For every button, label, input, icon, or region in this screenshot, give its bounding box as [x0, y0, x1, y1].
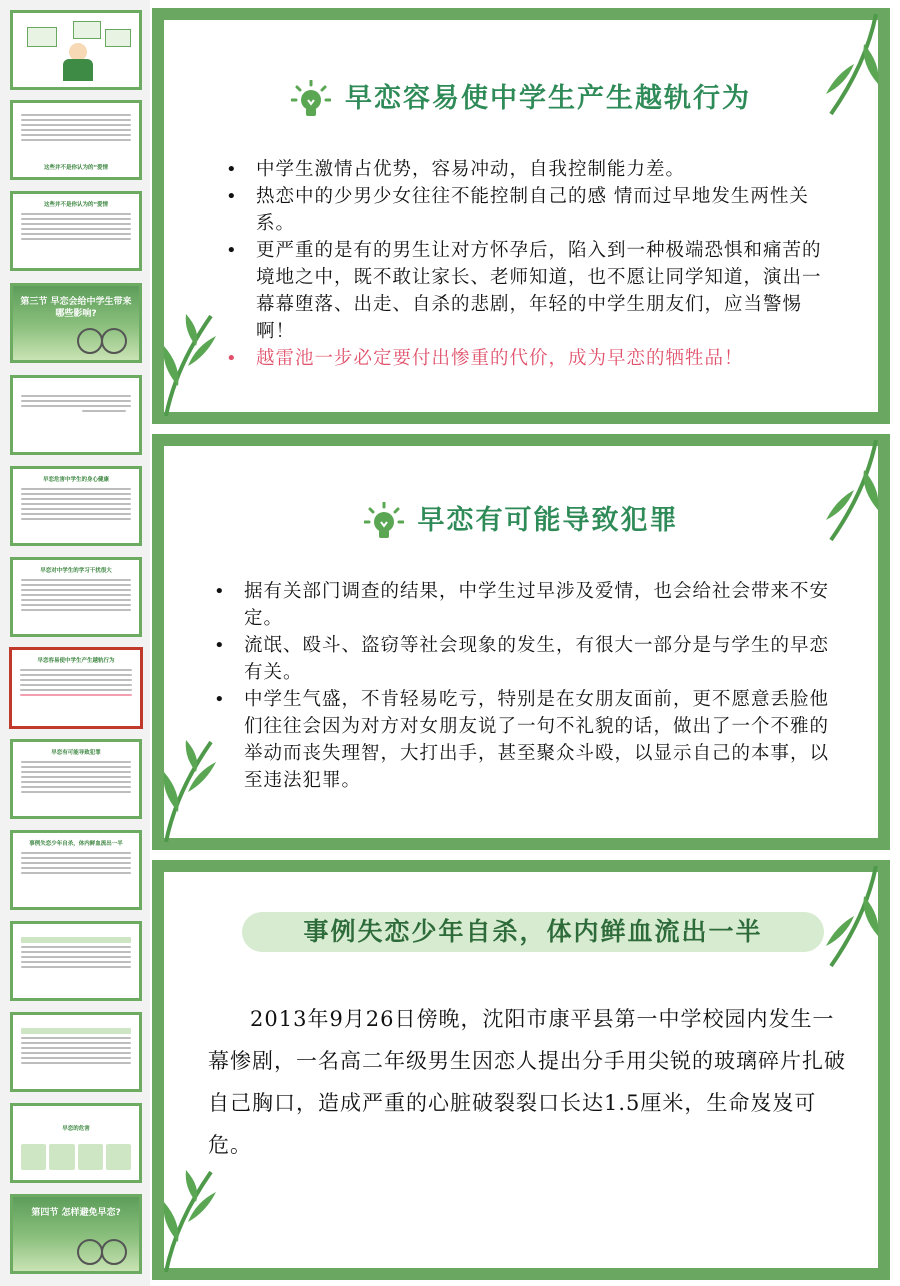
thumbnail-title: 事例失恋少年自杀，体内鲜血流出一半 [29, 841, 123, 847]
thumbnail-title: 早恋对中学生的学习干扰很大 [40, 568, 112, 574]
thumbnail-title: 早恋有可能导致犯罪 [51, 750, 101, 756]
slide-thumbnail-panel [0, 0, 150, 1286]
slide-title [164, 76, 878, 120]
thumbnail-title: 第三节 早恋会给中学生带来哪些影响? [20, 297, 132, 319]
thumbnail-9[interactable] [10, 739, 142, 819]
thumbnail-12[interactable] [10, 1012, 142, 1092]
thumbnail-11[interactable] [10, 921, 142, 1001]
slide-3 [152, 860, 890, 1280]
speech-bubble [105, 29, 131, 47]
thumbnail-title: 这些并不是你认为的“爱情 [43, 165, 109, 171]
slide-title [164, 498, 878, 542]
bullet-item: • 更严重的是有的男生让对方怀孕后，陷入到一种极端恐惧和痛苦的境地之中，既不敢让家长、老师知道，也不愿让同学知道，演出一幕幕堕落、出走、自杀的悲剧，年轻的中学生朋友们，应当警惕啊！ [226, 237, 826, 345]
bicycle-wheel-icon [101, 328, 127, 354]
thumbnail-13[interactable] [10, 1103, 142, 1183]
speech-bubble [27, 27, 57, 47]
bullet-item-highlight: • 越雷池一步必定要付出惨重的代价，成为早恋的牺牲品！ [226, 345, 826, 372]
thumbnail-2[interactable] [10, 100, 142, 180]
bullet-list [214, 578, 834, 794]
slide-1 [152, 8, 890, 424]
bullet-item: • 流氓、殴斗、盗窃等社会现象的发生，有很大一部分是与学生的早恋有关。 [214, 632, 834, 686]
leaf-decoration-icon [816, 866, 886, 976]
thumbnail-14[interactable] [10, 1194, 142, 1274]
slide-2 [152, 434, 890, 850]
thumbnail-title: 第四节 怎样避免早恋? [31, 1208, 121, 1218]
thumbnail-title: 早恋的危害 [62, 1126, 90, 1132]
bullet-item: • 中学生激情占优势，容易冲动，自我控制能力差。 [226, 156, 826, 183]
bicycle-wheel-icon [77, 328, 103, 354]
thumbnail-5[interactable] [10, 375, 142, 455]
leaf-decoration-icon [156, 306, 226, 416]
thumbnail-4[interactable] [10, 283, 142, 363]
slide-title-banner: 事例失恋少年自杀，体内鲜血流出一半 [242, 912, 824, 952]
thumbnail-title: 早恋容易使中学生产生越轨行为 [37, 658, 115, 664]
thumbnail-3[interactable] [10, 191, 142, 271]
bicycle-wheel-icon [101, 1239, 127, 1265]
speech-bubble [73, 21, 101, 39]
thumbnail-7[interactable] [10, 557, 142, 637]
slide-title-text: 早恋容易使中学生产生越轨行为 [345, 83, 751, 114]
bullet-list [226, 156, 826, 372]
thumbnail-6[interactable] [10, 466, 142, 546]
bullet-item: • 热恋中的少男少女往往不能控制自己的感 情而过早地发生两性关系。 [226, 183, 826, 237]
thumbnail-10[interactable] [10, 830, 142, 910]
lightbulb-icon [291, 80, 331, 120]
case-paragraph: 2013年9月26日傍晚，沈阳市康平县第一中学校园内发生一幕惨剧，一名高二年级男生因恋人提出分手用尖锐的玻璃碎片扎破自己胸口，造成严重的心脏破裂裂口长达1.5厘米，生命岌岌可危。 [208, 1007, 846, 1157]
leaf-decoration-icon [156, 1162, 226, 1272]
thumbnail-title: 这些并不是你认为的“爱情 [43, 202, 109, 208]
bicycle-wheel-icon [77, 1239, 103, 1265]
thumbnail-title: 早恋危害中学生的身心健康 [42, 477, 109, 483]
thumbnail-1[interactable] [10, 10, 142, 90]
lightbulb-icon [364, 502, 404, 542]
thumbnail-8-selected[interactable] [10, 648, 142, 728]
girl-body [63, 59, 93, 81]
bullet-item: • 据有关部门调查的结果，中学生过早涉及爱情，也会给社会带来不安定。 [214, 578, 834, 632]
slide-title-text: 早恋有可能导致犯罪 [417, 505, 679, 536]
bullet-item: • 中学生气盛，不肯轻易吃亏，特别是在女朋友面前，更不愿意丢脸他们往往会因为对方对女朋友说了一句不礼貌的话，做出了一个不雅的举动而丧失理智，大打出手，甚至聚众斗殴，以显示自己的本事，以至违法犯罪。 [214, 686, 834, 794]
